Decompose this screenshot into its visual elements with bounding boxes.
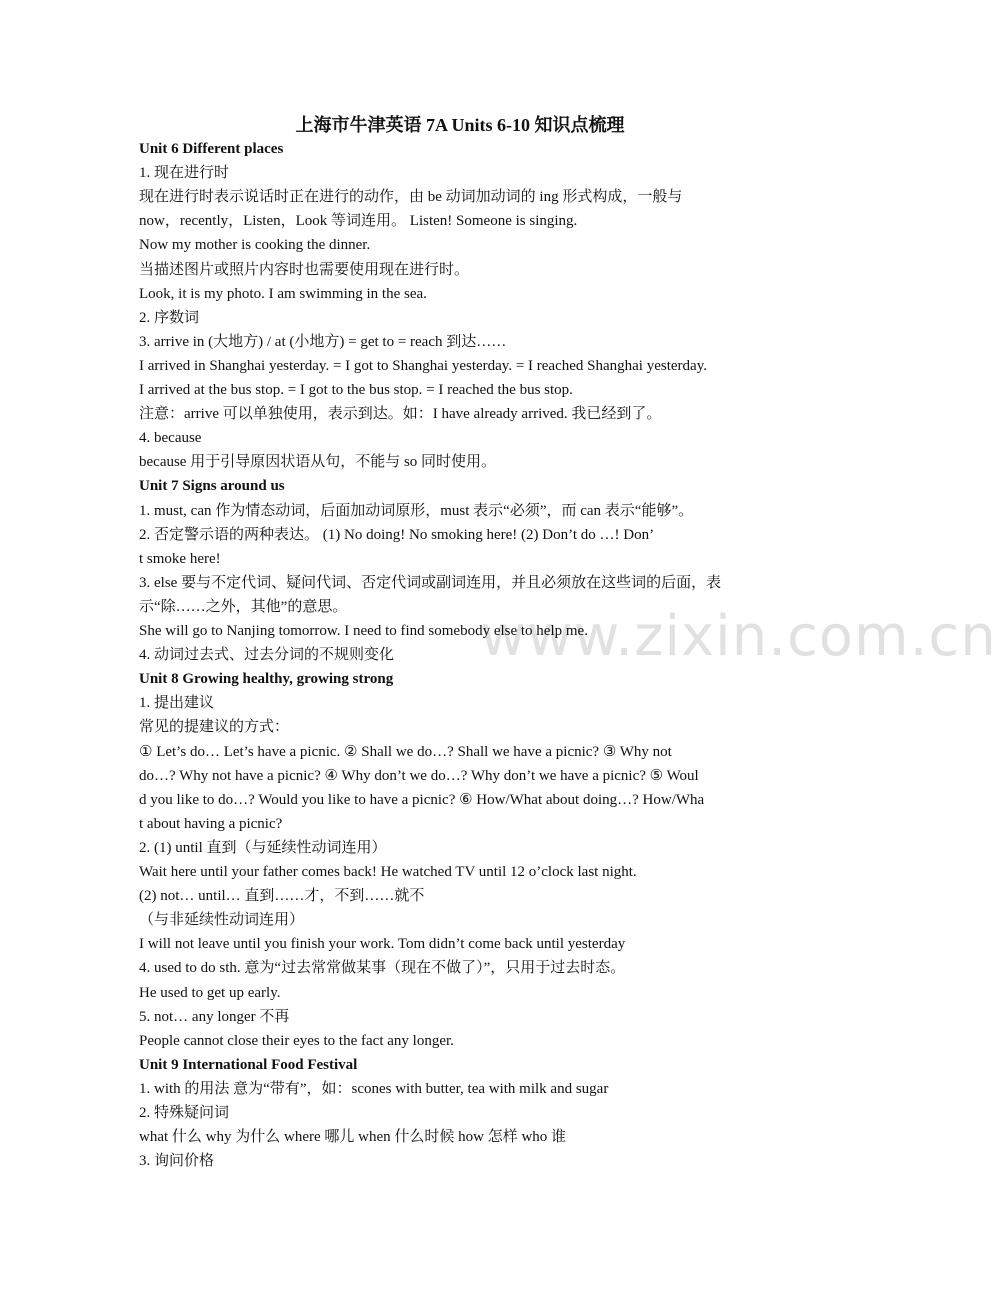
text-line: Now my mother is cooking the dinner. xyxy=(139,237,371,254)
text-line: 3. 询问价格 xyxy=(139,1153,215,1170)
unit-heading: Unit 7 Signs around us xyxy=(139,478,285,495)
text-line: 注意：arrive 可以单独使用，表示到达。如：I have already arrived. 我已经到了。 xyxy=(139,406,662,423)
text-line: 3. arrive in (大地方) / at (小地方) = get to = reach 到达…… xyxy=(139,333,507,350)
text-line: 当描述图片或照片内容时也需要使用现在进行时。 xyxy=(139,261,470,278)
text-line: 2. (1) until 直到（与延续性动词连用） xyxy=(139,839,387,856)
text-line: t about having a picnic? xyxy=(139,815,283,832)
text-line: 1. with 的用法 意为“带有”，如：scones with butter, tea with milk and sugar xyxy=(139,1080,609,1097)
text-line: 4. 动词过去式、过去分词的不规则变化 xyxy=(139,647,395,664)
text-line: I will not leave until you finish your work. Tom didn’t come back until yesterday xyxy=(139,936,626,953)
text-line: 2. 特殊疑问词 xyxy=(139,1105,230,1121)
watermark: www.zixin.com.cn xyxy=(480,604,997,669)
text-line: because 用于引导原因状语从句，不能与 so 同时使用。 xyxy=(139,454,497,471)
text-line: Look, it is my photo. I am swimming in the sea. xyxy=(139,285,427,302)
text-line: do…? Why not have a picnic? ④ Why don’t we do…? Why don’t we have a picnic? ⑤ Woul xyxy=(139,767,699,784)
text-line: 现在进行时表示说话时正在进行的动作，由 be 动词加动词的 ing 形式构成，一般与 xyxy=(139,189,683,206)
text-line: 3. else 要与不定代词、疑问代词、否定代词或副词连用，并且必须放在这些词的后面，表 xyxy=(139,574,722,591)
text-line: She will go to Nanjing tomorrow. I need to find somebody else to help me. xyxy=(139,623,588,639)
unit-heading: Unit 9 International Food Festival xyxy=(139,1056,358,1073)
text-line: 5. not… any longer 不再 xyxy=(139,1008,290,1025)
text-line: what 什么 why 为什么 where 哪儿 when 什么时候 how 怎样 who 谁 xyxy=(139,1129,567,1146)
text-line: 2. 否定警示语的两种表达。 (1) No doing! No smoking here! (2) Don’t do …! Don’ xyxy=(139,526,655,543)
text-line: 2. 序数词 xyxy=(139,309,200,326)
text-line: 4. used to do sth. 意为“过去常常做某事（现在不做了）”，只用于过去时态。 xyxy=(139,960,626,977)
text-line: I arrived at the bus stop. = I got to the bus stop. = I reached the bus stop. xyxy=(139,382,573,398)
document-title: 上海市牛津英语 7A Units 6-10 知识点梳理 xyxy=(295,115,625,135)
text-line: 1. 现在进行时 xyxy=(139,165,230,182)
unit-heading: Unit 8 Growing healthy, growing strong xyxy=(139,671,394,688)
text-line: 常见的提建议的方式： xyxy=(139,719,290,736)
text-line: I arrived in Shanghai yesterday. = I got to Shanghai yesterday. = I reached Shanghai yesterday. xyxy=(139,357,707,374)
text-line: He used to get up early. xyxy=(139,984,281,1001)
text-line: 4. because xyxy=(139,430,202,447)
text-line: Wait here until your father comes back! He watched TV until 12 o’clock last night. xyxy=(139,864,637,880)
text-line: 1. must, can 作为情态动词，后面加动词原形，must 表示“必须”，而 can 表示“能够”。 xyxy=(139,502,694,519)
text-line: (2) not… until… 直到……才，不到……就不 xyxy=(139,888,425,905)
text-line: t smoke here! xyxy=(139,550,221,567)
text-line: 1. 提出建议 xyxy=(139,695,215,712)
unit-heading: Unit 6 Different places xyxy=(139,141,284,157)
text-line: People cannot close their eyes to the fact any longer. xyxy=(139,1032,454,1049)
text-line: d you like to do…? Would you like to have a picnic? ⑥ How/What about doing…? How/Wha xyxy=(139,791,705,808)
text-line: ① Let’s do… Let’s have a picnic. ② Shall we do…? Shall we have a picnic? ③ Why not xyxy=(139,743,672,760)
text-line: now，recently，Listen，Look 等词连用。 Listen! Someone is singing. xyxy=(139,213,578,230)
text-line: 示“除……之外，其他”的意思。 xyxy=(139,598,348,615)
text-line: （与非延续性动词连用） xyxy=(139,912,305,929)
